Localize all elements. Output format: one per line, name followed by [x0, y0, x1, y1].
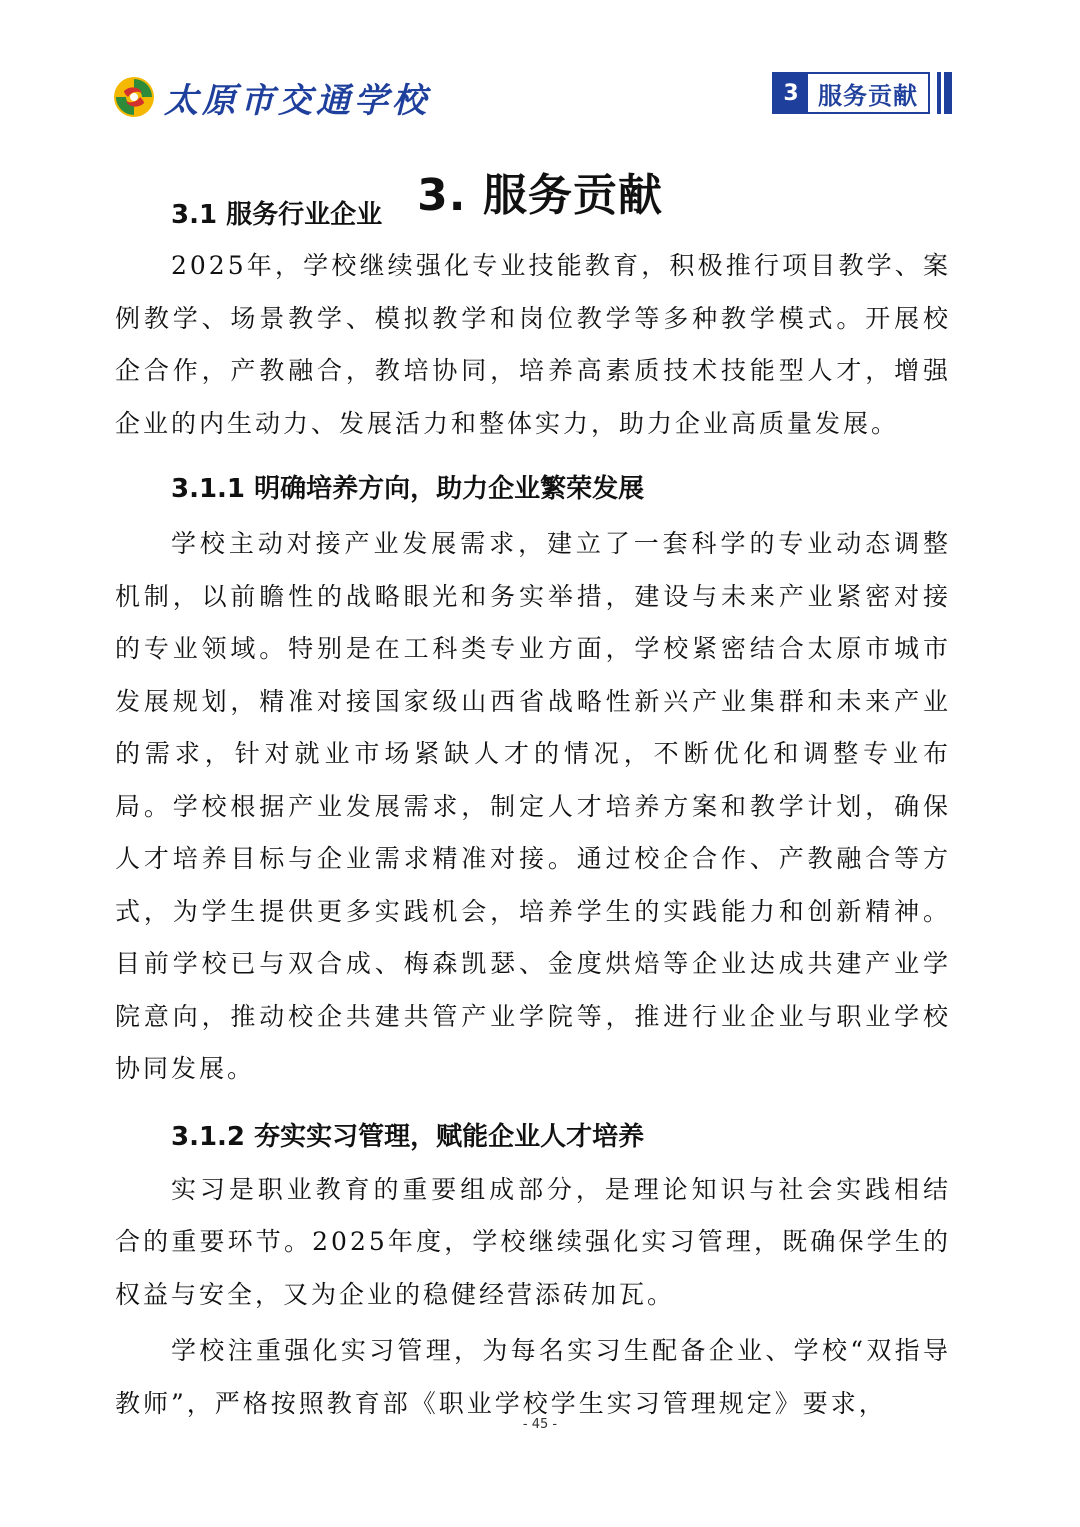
subsection-heading-2: 3.1.2 夯实实习管理，赋能企业人才培养 — [171, 1121, 645, 1152]
chapter-box — [772, 72, 930, 114]
document-body — [115, 190, 951, 1430]
chapter-number: 3 — [774, 74, 808, 112]
subsection-2-paragraph-2: 学校注重强化实习管理，为每名实习生配备企业、学校“双指导教师”，严格按照教育部《职业学校学生实习管理规定》要求， — [115, 1336, 951, 1418]
decoration-bar — [944, 72, 952, 114]
subsection-heading-1: 3.1.1 明确培养方向，助力企业繁荣发展 — [171, 474, 645, 504]
page-number: - 45 - — [522, 1417, 558, 1432]
subsection-2-paragraph-1: 实习是职业教育的重要组成部分，是理论知识与社会实践相结合的重要环节。2025年度，学校继续强化实习管理，既确保学生的权益与安全，又为企业的稳健经营添砖加瓦。 — [115, 1174, 951, 1309]
chapter-tab — [772, 72, 952, 114]
page-title: 3. 服务贡献 — [417, 170, 663, 222]
chapter-label: 服务贡献 — [818, 81, 918, 110]
subsection-1-paragraph: 学校主动对接产业发展需求，建立了一套科学的专业动态调整机制，以前瞻性的战略眼光和务实举措，建设与未来产业紧密对接的专业领域。特别是在工科类专业方面，学校紧密结合太原市城市发展规划，精准对接国家级山西省战略性新兴产业集群和未来产业的需求，针对就业市场紧缺人才的情况，不断优化和调整专业布局。学校根据产业发展需求，制定人才培养方案和教学计划，确保人才培养目标与企业需求精准对接。通过校企合作、产教融合等方式，为学生提供更多实践机会，培养学生的实践能力和创新精神。目前学校已与双合成、梅森凯瑟、金度烘焙等企业达成共建产业学院意向，推动校企共建共管产业学院等，推进行业企业与职业学校协同发展。 — [115, 529, 951, 1083]
decoration-bar — [937, 72, 941, 114]
school-emblem-icon — [112, 75, 156, 119]
section-intro-paragraph: 2025年，学校继续强化专业技能教育，积极推行项目教学、案例教学、场景教学、模拟教学和岗位教学等多种教学模式。开展校企合作，产教融合，教培协同，培养高素质技术技能型人才，增强企业的内生动力、发展活力和整体实力，助力企业高质量发展。 — [115, 251, 951, 438]
school-name: 太原市交通学校 — [164, 80, 430, 121]
chapter-decoration-bars — [934, 72, 952, 114]
school-logo — [112, 72, 430, 122]
section-heading: 3.1 服务行业企业 — [171, 200, 383, 230]
